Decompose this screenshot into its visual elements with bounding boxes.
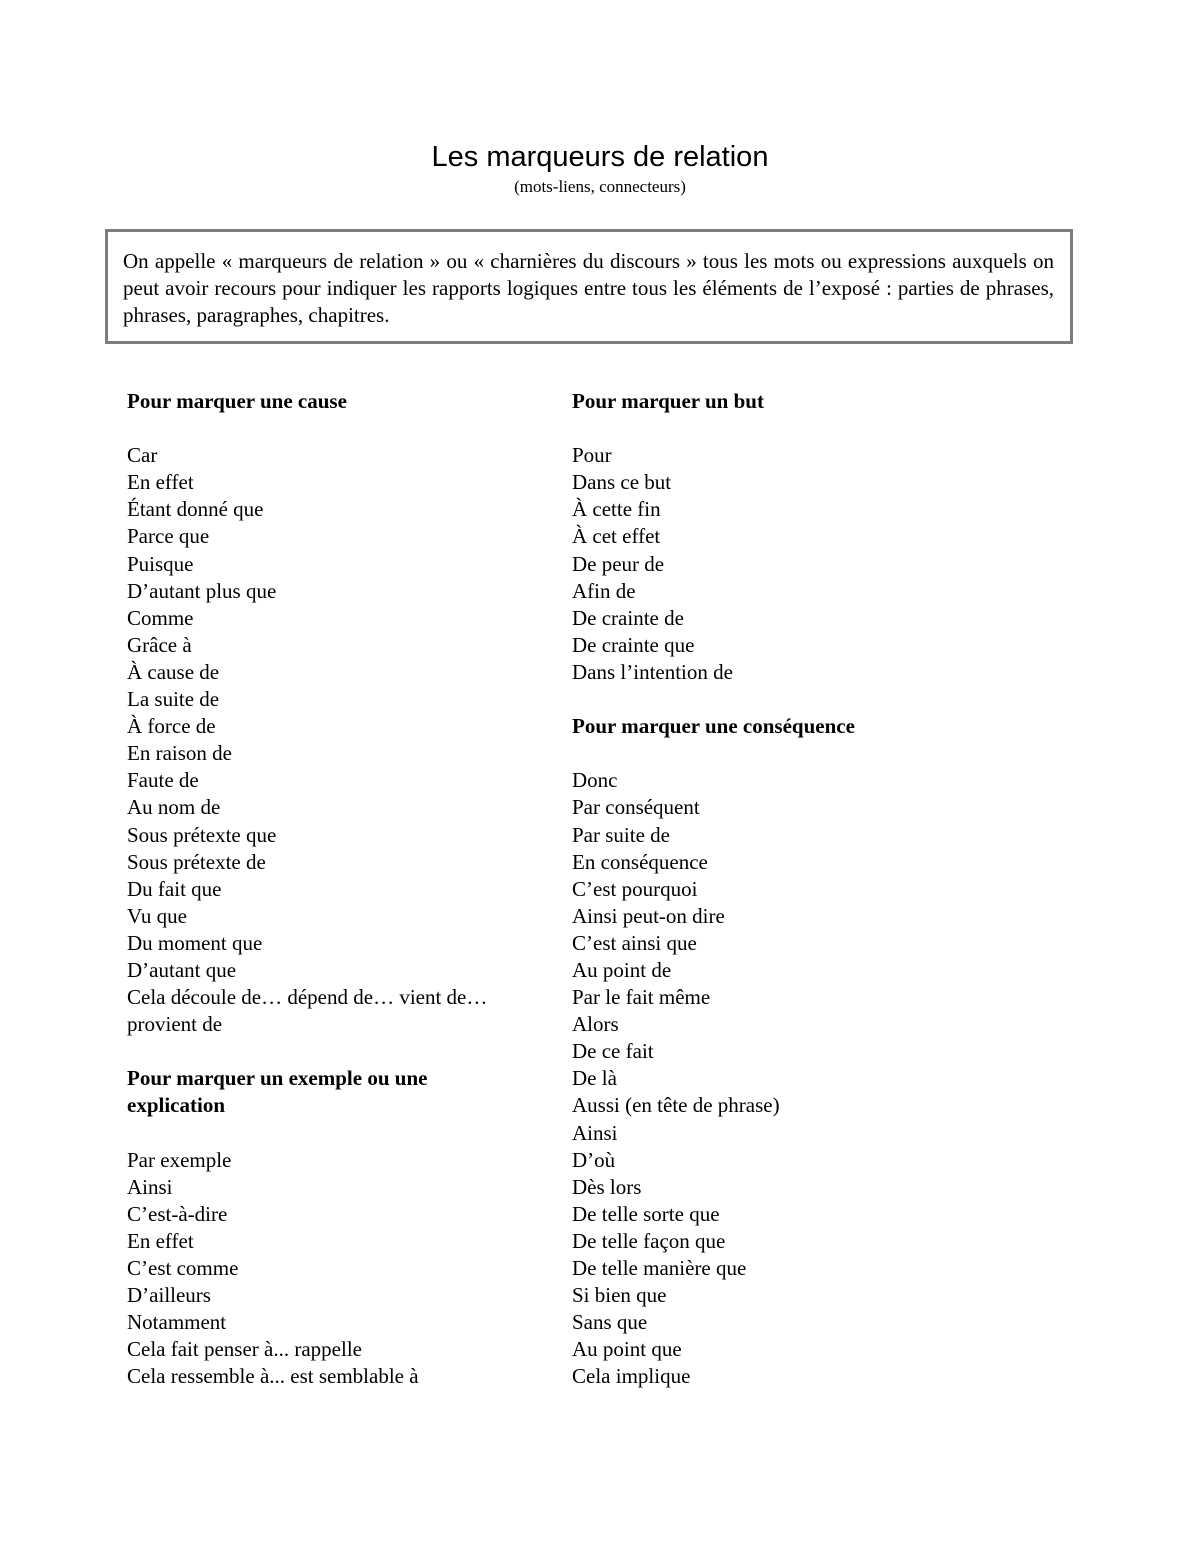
spacer bbox=[572, 415, 1032, 442]
list-item: Notamment bbox=[127, 1310, 227, 1335]
list-item: Par exemple bbox=[127, 1147, 232, 1172]
list-item: De telle manière que bbox=[572, 1256, 747, 1280]
list-item: provient de bbox=[127, 1012, 223, 1037]
list-item: Au point de bbox=[572, 957, 672, 982]
list-item: Sous prétexte de bbox=[127, 849, 266, 874]
list-item: En effet bbox=[127, 470, 194, 495]
intro-box bbox=[105, 229, 1073, 344]
list-item: Sans que bbox=[572, 1310, 648, 1335]
list-item: À cause de bbox=[127, 659, 220, 684]
list-item: De peur de bbox=[572, 551, 665, 576]
list-item: C’est pourquoi bbox=[572, 876, 698, 901]
section-heading-goal: Pour marquer un but bbox=[572, 389, 764, 413]
list-item: De là bbox=[572, 1066, 617, 1091]
list-item: Car bbox=[127, 443, 158, 468]
spacer bbox=[572, 740, 1032, 767]
list-item: La suite de bbox=[127, 687, 220, 712]
section-heading-cause: Pour marquer une cause bbox=[127, 389, 347, 413]
list-item: Par conséquent bbox=[572, 795, 700, 820]
list-item: Cela implique bbox=[572, 1364, 691, 1389]
list-consequence bbox=[572, 767, 1032, 1390]
section-heading-example-line1: Pour marquer un exemple ou une bbox=[127, 1066, 428, 1091]
list-item: Ainsi bbox=[127, 1174, 173, 1199]
page-subtitle: (mots-liens, connecteurs) bbox=[514, 177, 686, 196]
list-item: C’est-à-dire bbox=[127, 1201, 228, 1226]
list-item: Si bien que bbox=[572, 1283, 667, 1308]
list-item: Par suite de bbox=[572, 822, 670, 847]
list-cause bbox=[127, 442, 547, 1038]
list-item: D’autant que bbox=[127, 957, 237, 982]
right-column bbox=[572, 388, 1032, 1390]
list-item: À cet effet bbox=[572, 524, 661, 549]
list-item: C’est comme bbox=[127, 1256, 239, 1280]
spacer bbox=[572, 686, 1032, 713]
list-item: Sous prétexte que bbox=[127, 822, 277, 847]
list-item: D’autant plus que bbox=[127, 578, 277, 603]
list-item: Aussi (en tête de phrase) bbox=[572, 1093, 780, 1118]
list-item: Cela découle de… dépend de… vient de… bbox=[127, 985, 488, 1010]
list-item: Pour bbox=[572, 443, 612, 468]
list-item: Ainsi peut-on dire bbox=[572, 903, 725, 928]
list-item: Alors bbox=[572, 1012, 619, 1037]
section-heading-example-line2: explication bbox=[127, 1093, 225, 1118]
list-item: Donc bbox=[572, 768, 618, 793]
list-item: Ainsi bbox=[572, 1120, 618, 1145]
intro-text: On appelle « marqueurs de relation » ou « charnières du discours » tous les mots ou expressions auxquels on peut avoir recours pour indiquer les rapports logiques entre tous les éléments de l’exposé : parties de phrases, phrases, paragraphes, chapitres. bbox=[123, 249, 1054, 327]
list-item: Dès lors bbox=[572, 1174, 642, 1199]
list-item: Cela ressemble à... est semblable à bbox=[127, 1364, 419, 1389]
spacer bbox=[127, 1120, 547, 1147]
list-item: Au point que bbox=[572, 1337, 682, 1362]
section-heading-consequence: Pour marquer une conséquence bbox=[572, 714, 855, 739]
left-column bbox=[127, 388, 547, 1390]
list-item: Faute de bbox=[127, 768, 199, 793]
list-item: De ce fait bbox=[572, 1039, 654, 1064]
list-item: De crainte de bbox=[572, 605, 684, 630]
list-item: Grâce à bbox=[127, 632, 192, 657]
list-item: À cette fin bbox=[572, 497, 661, 522]
list-item: En effet bbox=[127, 1228, 194, 1253]
list-item: C’est ainsi que bbox=[572, 930, 697, 955]
list-item: Au nom de bbox=[127, 795, 221, 820]
list-item: D’ailleurs bbox=[127, 1283, 211, 1308]
spacer bbox=[127, 1038, 547, 1065]
list-item: Du moment que bbox=[127, 930, 263, 955]
list-item: Parce que bbox=[127, 524, 210, 549]
list-item: En conséquence bbox=[572, 849, 708, 874]
list-item: De crainte que bbox=[572, 632, 695, 657]
list-item: Cela fait penser à... rappelle bbox=[127, 1337, 362, 1362]
list-item: De telle façon que bbox=[572, 1228, 726, 1253]
list-item: D’où bbox=[572, 1147, 616, 1172]
list-item: Vu que bbox=[127, 903, 187, 928]
list-item: Comme bbox=[127, 605, 194, 630]
spacer bbox=[127, 415, 547, 442]
list-item: Dans l’intention de bbox=[572, 659, 733, 684]
list-item: En raison de bbox=[127, 741, 232, 766]
list-item: Étant donné que bbox=[127, 497, 264, 522]
list-item: Puisque bbox=[127, 551, 194, 576]
list-item: À force de bbox=[127, 714, 216, 739]
list-item: Du fait que bbox=[127, 876, 222, 901]
list-item: Afin de bbox=[572, 578, 636, 603]
list-goal bbox=[572, 442, 1032, 686]
page-title: Les marqueurs de relation bbox=[431, 141, 769, 173]
list-item: De telle sorte que bbox=[572, 1201, 720, 1226]
list-example bbox=[127, 1147, 547, 1391]
section-heading-example bbox=[127, 1065, 547, 1119]
list-item: Dans ce but bbox=[572, 470, 672, 495]
list-item: Par le fait même bbox=[572, 985, 711, 1010]
